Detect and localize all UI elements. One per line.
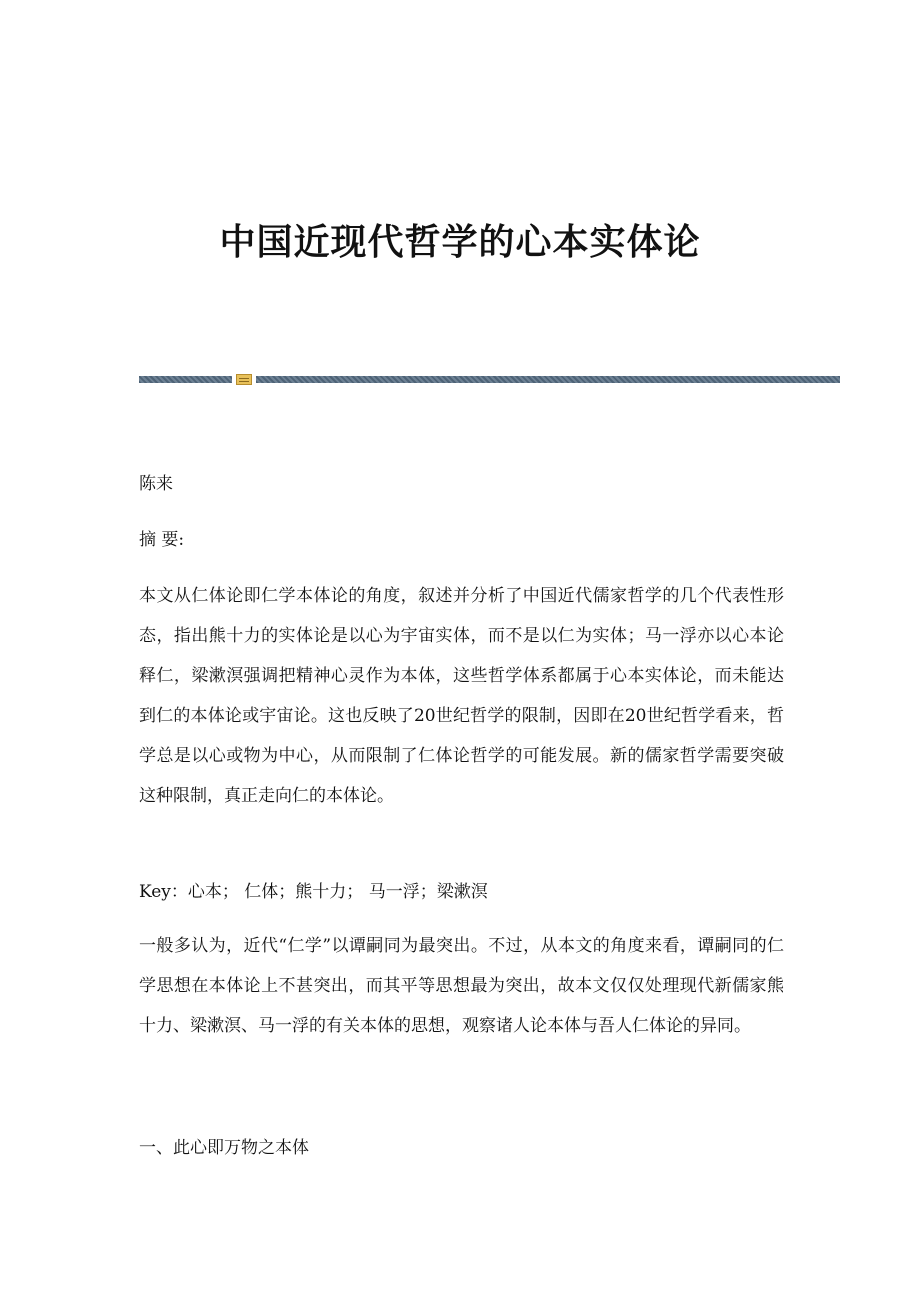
abstract-text: 本文从仁体论即仁学本体论的角度，叙述并分析了中国近代儒家哲学的几个代表性形态，指出熊十力的实体论是以心为宇宙实体，而不是以仁为实体；马一浮亦以心本论释仁，梁漱溟强调把精神心灵作为本体，这些哲学体系都属于心本实体论，而未能达到仁的本体论或宇宙论。这也反映了20世纪哲学的限制，因即在20世纪哲学看来，哲学总是以心或物为中心，从而限制了仁体论哲学的可能发展。新的儒家哲学需要突破这种限制，真正走向仁的本体论。 xyxy=(139,586,784,806)
document-title: 中国近现代哲学的心本实体论 xyxy=(219,221,701,263)
keywords-line: Key：心本； 仁体；熊十力； 马一浮；梁漱溟 xyxy=(139,882,488,902)
section-heading: 一、此心即万物之本体 xyxy=(139,1138,309,1158)
title-divider xyxy=(139,374,840,386)
divider-bar-left xyxy=(139,376,232,383)
abstract-label: 摘 要: xyxy=(139,530,185,550)
divider-bar-right xyxy=(256,376,840,383)
body-paragraph: 一般多认为，近代“仁学”以谭嗣同为最突出。不过，从本文的角度来看，谭嗣同的仁学思想在本体论上不甚突出，而其平等思想最为突出，故本文仅仅处理现代新儒家熊十力、梁漱溟、马一浮的有关本体的思想，观察诸人论本体与吾人仁体论的异同。 xyxy=(139,936,784,1036)
author-name: 陈来 xyxy=(139,474,173,494)
divider-ornament-icon xyxy=(236,374,252,385)
